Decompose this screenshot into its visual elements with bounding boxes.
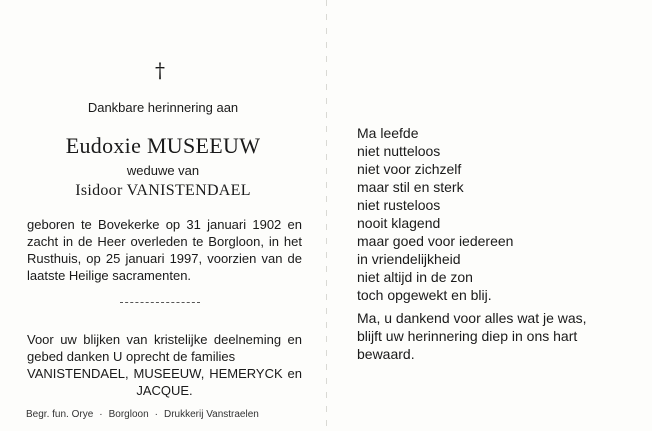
deceased-name: Eudoxie MUSEEUW [65, 133, 261, 158]
divider [120, 302, 200, 304]
thanks-line: gebed danken U oprecht de families [27, 349, 236, 364]
printer-credit [26, 409, 311, 420]
poem-line: niet voor zichzelf [357, 161, 462, 177]
husband-name: Isidoor VANISTENDAEL [75, 182, 251, 199]
thanks-paragraph [27, 331, 302, 399]
poem-line: maar goed voor iedereen [357, 233, 514, 249]
closing-line: bewaard. [357, 346, 415, 362]
cross-icon: † [155, 58, 165, 82]
funeral-home: Begr. fun. Orye [26, 409, 94, 420]
town: Borgloon [108, 409, 149, 420]
closing-line: Ma, u dankend voor alles wat je was, [357, 310, 587, 326]
thanks-line: Voor uw blijken van kristelijke deelneming en [27, 332, 302, 347]
poem-line: niet rusteloos [357, 197, 441, 213]
bio-line: geboren te Bovekerke op 31 januari 1902 en [27, 217, 302, 232]
intro-text: Dankbare herinnering aan [87, 100, 239, 115]
biography-paragraph [27, 216, 302, 284]
bio-line: Rusthuis, op 25 januari 1997, voorzien van de [27, 251, 302, 266]
poem-line: in vriendelijkheid [357, 251, 461, 267]
bio-line: laatste Heilige sacramenten. [27, 268, 192, 283]
closing-text [357, 309, 637, 363]
separator: · [154, 409, 158, 420]
poem [357, 124, 627, 304]
thanks-line: JACQUE. [136, 383, 193, 398]
thanks-line: VANISTENDAEL, MUSEEUW, HEMERYCK en [27, 366, 302, 381]
closing-line: blijft uw herinnering diep in ons hart [357, 328, 578, 344]
poem-line: toch opgewekt en blij. [357, 287, 492, 303]
poem-line: maar stil en sterk [357, 179, 464, 195]
widow-of-text: weduwe van [126, 163, 200, 178]
poem-line: niet altijd in de zon [357, 269, 473, 285]
poem-line: Ma leefde [357, 125, 419, 141]
printer-name: Drukkerij Vanstraelen [163, 409, 259, 420]
bio-line: zacht in de Heer overleden te Borgloon, in het [27, 234, 302, 249]
fold-line [326, 0, 327, 431]
poem-line: niet nutteloos [357, 143, 441, 159]
poem-line: nooit klagend [357, 215, 441, 231]
separator: · [99, 409, 103, 420]
